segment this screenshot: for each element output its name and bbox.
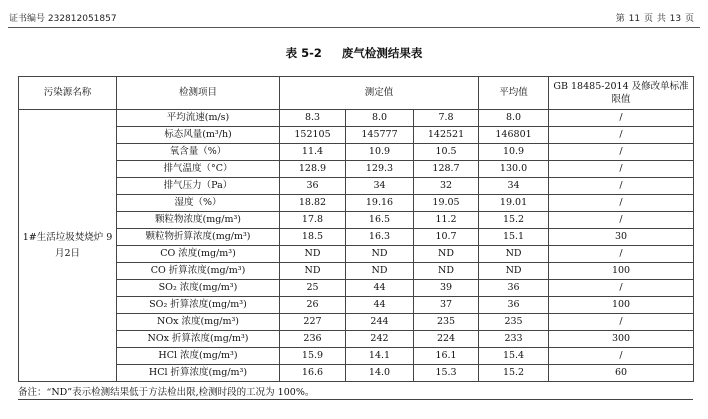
item-cell: CO 浓度(mg/m³) xyxy=(117,246,280,263)
average-cell: 34 xyxy=(479,178,549,195)
header-standard-text: GB 18485-2014 及修改单标准限值 xyxy=(553,81,689,105)
table-row xyxy=(19,263,694,280)
header-source: 污染源名称 xyxy=(19,77,117,110)
value-cell: 32 xyxy=(414,178,479,195)
value-cell: 36 xyxy=(280,178,346,195)
value-cell: 227 xyxy=(280,314,346,331)
average-cell: 235 xyxy=(479,314,549,331)
value-cell: 10.9 xyxy=(346,144,414,161)
value-cell: 19.05 xyxy=(414,195,479,212)
limit-cell: / xyxy=(549,280,694,297)
value-cell: 14.0 xyxy=(346,365,414,382)
limit-cell: / xyxy=(549,110,694,127)
value-cell: 16.3 xyxy=(346,229,414,246)
value-cell: 15.9 xyxy=(280,348,346,365)
item-cell: SO₂ 折算浓度(mg/m³) xyxy=(117,297,280,314)
table-row xyxy=(19,144,694,161)
average-cell: 15.4 xyxy=(479,348,549,365)
value-cell: 235 xyxy=(414,314,479,331)
header-divider xyxy=(8,27,700,28)
average-cell: 15.1 xyxy=(479,229,549,246)
value-cell: ND xyxy=(414,263,479,280)
table-row xyxy=(19,314,694,331)
value-cell: ND xyxy=(346,263,414,280)
limit-cell: / xyxy=(549,348,694,365)
item-cell: HCl 折算浓度(mg/m³) xyxy=(117,365,280,382)
table-row xyxy=(19,178,694,195)
limit-cell: 100 xyxy=(549,263,694,280)
table-title xyxy=(0,45,708,61)
footer-divider xyxy=(18,399,693,400)
table-row xyxy=(19,246,694,263)
footnote: 备注：“ND”表示检测结果低于方法检出限,检测时段的工况为 100%。 xyxy=(18,387,315,398)
exhaust-gas-results-table xyxy=(18,76,694,382)
header-item: 检测项目 xyxy=(117,77,280,110)
value-cell: 142521 xyxy=(414,127,479,144)
value-cell: 10.5 xyxy=(414,144,479,161)
item-cell: NOx 浓度(mg/m³) xyxy=(117,314,280,331)
value-cell: 16.6 xyxy=(280,365,346,382)
value-cell: ND xyxy=(346,246,414,263)
table-row xyxy=(19,195,694,212)
value-cell: ND xyxy=(280,246,346,263)
item-cell: SO₂ 浓度(mg/m³) xyxy=(117,280,280,297)
item-cell: NOx 折算浓度(mg/m³) xyxy=(117,331,280,348)
item-cell: 排气温度（°C） xyxy=(117,161,280,178)
average-cell: 8.0 xyxy=(479,110,549,127)
value-cell: 16.1 xyxy=(414,348,479,365)
average-cell: 15.2 xyxy=(479,212,549,229)
item-cell: 标态风量(m³/h) xyxy=(117,127,280,144)
table-row xyxy=(19,110,694,127)
source-name-cell: 1#生活垃圾焚烧炉 9月2日 xyxy=(19,110,117,382)
item-cell: 颗粒物浓度(mg/m³) xyxy=(117,212,280,229)
table-body xyxy=(19,110,694,382)
value-cell: 37 xyxy=(414,297,479,314)
limit-cell: / xyxy=(549,195,694,212)
item-cell: HCl 浓度(mg/m³) xyxy=(117,348,280,365)
limit-cell: / xyxy=(549,246,694,263)
item-cell: 湿度（%） xyxy=(117,195,280,212)
table-row xyxy=(19,161,694,178)
value-cell: 8.3 xyxy=(280,110,346,127)
average-cell: ND xyxy=(479,246,549,263)
value-cell: 14.1 xyxy=(346,348,414,365)
page-indicator: 第 11 页 共 13 页 xyxy=(615,14,694,24)
value-cell: 44 xyxy=(346,280,414,297)
value-cell: 18.5 xyxy=(280,229,346,246)
value-cell: 25 xyxy=(280,280,346,297)
table-row xyxy=(19,348,694,365)
value-cell: 145777 xyxy=(346,127,414,144)
value-cell: 44 xyxy=(346,297,414,314)
header-row xyxy=(19,77,694,110)
header-average: 平均值 xyxy=(479,77,549,110)
value-cell: 26 xyxy=(280,297,346,314)
value-cell: 11.4 xyxy=(280,144,346,161)
limit-cell: 300 xyxy=(549,331,694,348)
average-cell: ND xyxy=(479,263,549,280)
value-cell: 244 xyxy=(346,314,414,331)
limit-cell: / xyxy=(549,178,694,195)
table-row xyxy=(19,297,694,314)
limit-cell: / xyxy=(549,161,694,178)
value-cell: 128.7 xyxy=(414,161,479,178)
table-row xyxy=(19,212,694,229)
average-cell: 10.9 xyxy=(479,144,549,161)
table-name: 废气检测结果表 xyxy=(341,46,423,60)
average-cell: 130.0 xyxy=(479,161,549,178)
limit-cell: / xyxy=(549,314,694,331)
value-cell: 11.2 xyxy=(414,212,479,229)
value-cell: 19.16 xyxy=(346,195,414,212)
value-cell: 236 xyxy=(280,331,346,348)
table-number: 表 5-2 xyxy=(285,46,322,60)
value-cell: 10.7 xyxy=(414,229,479,246)
value-cell: 152105 xyxy=(280,127,346,144)
value-cell: 34 xyxy=(346,178,414,195)
average-cell: 19.01 xyxy=(479,195,549,212)
limit-cell: / xyxy=(549,127,694,144)
average-cell: 146801 xyxy=(479,127,549,144)
table-row xyxy=(19,127,694,144)
value-cell: 18.82 xyxy=(280,195,346,212)
limit-cell: / xyxy=(549,212,694,229)
value-cell: 7.8 xyxy=(414,110,479,127)
table-row xyxy=(19,365,694,382)
item-cell: CO 折算浓度(mg/m³) xyxy=(117,263,280,280)
header-measured: 测定值 xyxy=(280,77,479,110)
average-cell: 36 xyxy=(479,297,549,314)
average-cell: 233 xyxy=(479,331,549,348)
item-cell: 氧含量（%） xyxy=(117,144,280,161)
value-cell: 39 xyxy=(414,280,479,297)
certificate-number: 证书编号 232812051857 xyxy=(9,14,117,24)
value-cell: ND xyxy=(280,263,346,280)
limit-cell: 60 xyxy=(549,365,694,382)
value-cell: 16.5 xyxy=(346,212,414,229)
value-cell: 224 xyxy=(414,331,479,348)
value-cell: 128.9 xyxy=(280,161,346,178)
value-cell: 129.3 xyxy=(346,161,414,178)
average-cell: 36 xyxy=(479,280,549,297)
value-cell: 242 xyxy=(346,331,414,348)
table-row xyxy=(19,280,694,297)
value-cell: 8.0 xyxy=(346,110,414,127)
item-cell: 颗粒物折算浓度(mg/m³) xyxy=(117,229,280,246)
value-cell: 15.3 xyxy=(414,365,479,382)
item-cell: 平均流速(m/s) xyxy=(117,110,280,127)
value-cell: ND xyxy=(414,246,479,263)
limit-cell: / xyxy=(549,144,694,161)
limit-cell: 100 xyxy=(549,297,694,314)
average-cell: 15.2 xyxy=(479,365,549,382)
value-cell: 17.8 xyxy=(280,212,346,229)
item-cell: 排气压力（Pa） xyxy=(117,178,280,195)
table-row xyxy=(19,229,694,246)
table-row xyxy=(19,331,694,348)
limit-cell: 30 xyxy=(549,229,694,246)
header-standard xyxy=(549,77,694,110)
